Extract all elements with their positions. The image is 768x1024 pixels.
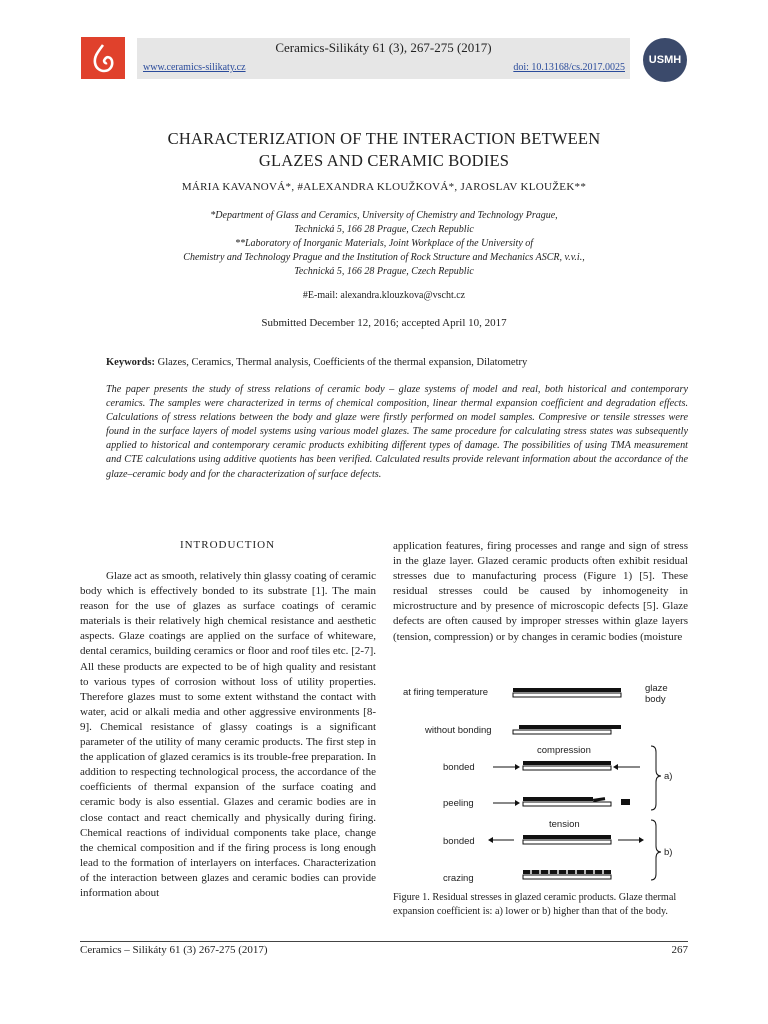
- label-a: a): [664, 771, 673, 782]
- body-layer: [523, 802, 611, 806]
- bracket-a-icon: [651, 746, 661, 810]
- glaze-layer: [519, 725, 621, 729]
- figure-caption: Figure 1. Residual stresses in glazed ceramic products. Glaze thermal expansion coefficient is: a) lower or b) higher than that of the body.: [393, 892, 677, 917]
- affiliation-line: **Laboratory of Inorganic Materials, Joint Workplace of the University of: [234, 238, 534, 249]
- peeled-glaze-fragment: [593, 797, 605, 802]
- website-link[interactable]: www.ceramics-silikaty.cz: [143, 62, 246, 73]
- figure-residual-stresses: [393, 678, 688, 888]
- label-bonded-a: bonded: [443, 762, 475, 773]
- paragraph: Glaze act as smooth, relatively thin glassy coating of ceramic body which is effectively bonded to its substrate [1]. The main reason for the use of glazes as surface coatings of ceramic materials is their relatively high chemical resistance and aesthetic aspects. Glaze coatings are applied on the surface of whiteware, dental ceramics, building ceramics or floor and roof tiles etc. [2-7]. All these products are expected to be of high quality and resistant to various types of corrosion without loss of utility properties. Therefore glazes must to some extent withstand the contact with water, acid or alkali media and other aggressive environments [8-9]. Chemical resistance of glassy coatings is a significant parameter of the utility of many ceramic products. The first step in the application of glazed ceramics is its trouble-free preparation. In addition to respecting technological process, the accordance of the coefficients of thermal expansion of the surface coating and ceramic body is also essential. Glazes and ceramic bodies are in close contact and react chemically and physically during firing. Chemical reactions of individual components take place, change the chemical composition and if the firing process is long enough lead to the formation of interlayers on interfaces. Characterization of the interaction between glazes and ceramic bodies can provide information about: [80, 570, 377, 899]
- label-b: b): [664, 847, 673, 858]
- glaze-layer: [523, 761, 611, 765]
- label-glaze: glaze: [645, 683, 668, 694]
- affiliation-line: *Department of Glass and Ceramics, University of Chemistry and Technology Prague,: [210, 210, 558, 221]
- doi-link[interactable]: doi: 10.13168/cs.2017.0025: [513, 62, 625, 73]
- arrowhead-icon: [515, 764, 520, 770]
- body-layer: [513, 730, 611, 734]
- paper-title: [80, 128, 688, 172]
- label-body: body: [645, 694, 666, 705]
- page-number: 267: [671, 944, 688, 956]
- glaze-layer: [523, 797, 593, 801]
- affiliation-line: Chemistry and Technology Prague and the Institution of Rock Structure and Mechanics ASCR, v.v.i.,: [183, 252, 585, 263]
- paragraph: application features, firing processes and range and sign of stress in the glaze layer. Glazed ceramic products often exhibit residual stresses due to manufacturing process (Figure 1) [5]. These residual stresses could be caused by inhomogeneity in microstructure and by presence of microscopic defects [5]. Glaze defects are often caused by improper stresses within glaze layers (tension, compression) or by changes in ceramic bodies (moisture: [393, 540, 688, 643]
- arrowhead-icon: [613, 764, 618, 770]
- body-layer: [523, 766, 611, 770]
- label-peeling: peeling: [443, 798, 474, 809]
- label-crazing: crazing: [443, 873, 474, 884]
- body-layer: [513, 693, 621, 697]
- body-layer: [523, 840, 611, 844]
- affiliation-line: Technická 5, 166 28 Prague, Czech Republic: [294, 266, 474, 277]
- text-column-right: [393, 539, 688, 645]
- flame-logo-icon: [81, 37, 125, 79]
- label-compression: compression: [537, 745, 591, 756]
- peeled-glaze-fragment: [621, 799, 630, 805]
- affiliation-line: Technická 5, 166 28 Prague, Czech Republic: [294, 224, 474, 235]
- text-column-left: [80, 569, 376, 901]
- label-tension: tension: [549, 819, 580, 830]
- label-firing-temperature: at firing temperature: [403, 687, 489, 698]
- label-bonded-b: bonded: [443, 836, 475, 847]
- glaze-layer: [523, 835, 611, 839]
- bracket-b-icon: [651, 820, 661, 880]
- arrowhead-icon: [488, 837, 493, 843]
- journal-logo: [81, 37, 125, 79]
- submission-dates: Submitted December 12, 2016; accepted April 10, 2017: [261, 317, 507, 329]
- authors: MÁRIA KAVANOVÁ*, #ALEXANDRA KLOUŽKOVÁ*, JAROSLAV KLOUŽEK**: [181, 181, 587, 193]
- keywords: [106, 357, 686, 368]
- title-line: CHARACTERIZATION OF THE INTERACTION BETWEEN: [167, 129, 601, 148]
- usmh-logo: USMH: [643, 38, 687, 82]
- label-without-bonding: without bonding: [425, 725, 492, 736]
- journal-citation: Ceramics-Silikáty 61 (3), 267-275 (2017): [275, 40, 492, 55]
- footer-citation: Ceramics – Silikáty 61 (3) 267-275 (2017): [80, 944, 268, 956]
- title-line: GLAZES AND CERAMIC BODIES: [258, 151, 510, 170]
- glaze-layer: [513, 688, 621, 692]
- arrowhead-icon: [639, 837, 644, 843]
- corresponding-email: #E-mail: alexandra.klouzkova@vscht.cz: [302, 290, 466, 301]
- abstract: The paper presents the study of stress relations of ceramic body – glaze systems of model and real, both historical and contemporary ceramics. The samples were characterized in terms of chemical composition, linear thermal expansion coefficient and degradation effects. Calculations of stress relations between the body and glaze were firstly performed on model samples. Compresive or tensile stresses were found in the surface layers of model systems using various model glazes. The same procedure for calculating stress states was subsequently applied to historical and contemporary ceramic products exhibiting different types of damage. The possibilities of using TMA measurement and CTE calculations using additive quotients has been verified. Calculated results provide relevant information about the accordance of the glaze–ceramic body and for the characterization of surface defects.: [106, 384, 688, 480]
- section-heading-introduction: INTRODUCTION: [179, 539, 276, 551]
- arrowhead-icon: [515, 800, 520, 806]
- body-layer: [523, 875, 611, 879]
- keywords-text: Glazes, Ceramics, Thermal analysis, Coefficients of the thermal expansion, Dilatometry: [155, 357, 528, 368]
- keywords-label: Keywords:: [106, 357, 155, 368]
- footer-divider: [80, 941, 688, 942]
